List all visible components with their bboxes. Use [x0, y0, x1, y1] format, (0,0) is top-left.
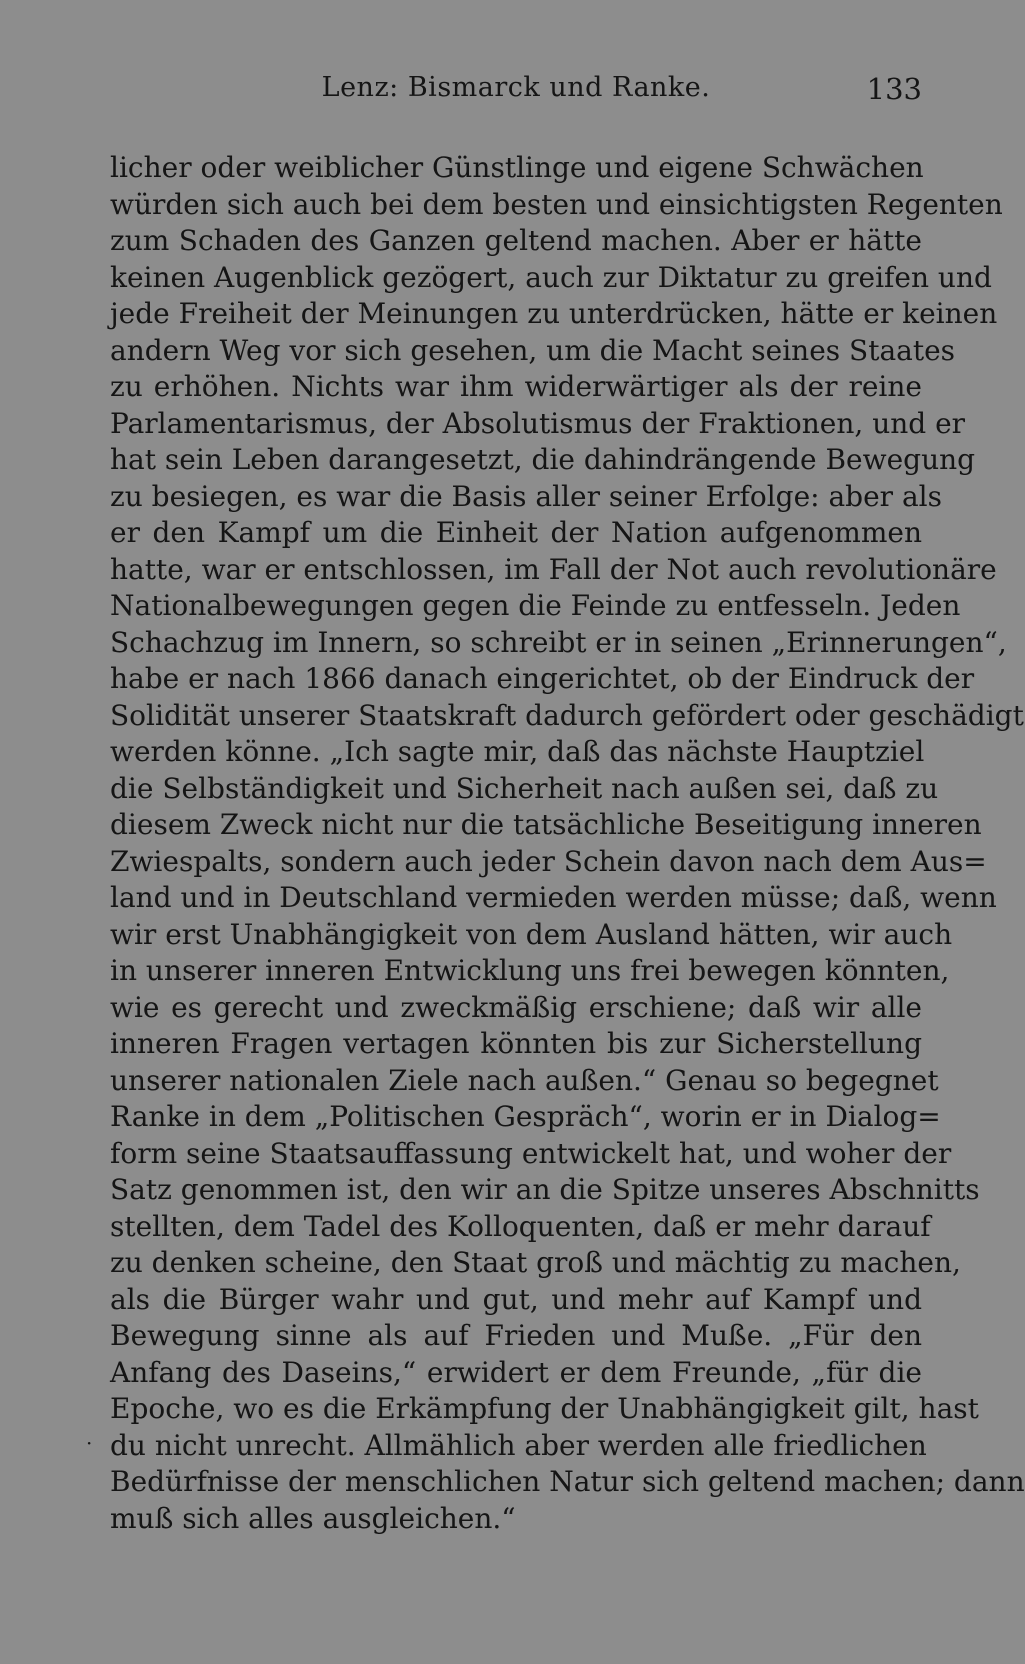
- text-line: Anfang des Daseins,“ erwidert er dem Freunde, „für die: [110, 1355, 922, 1389]
- text-line: zum Schaden des Ganzen geltend machen. Aber er hätte: [110, 224, 922, 257]
- text-line: Ranke in dem „Politischen Gespräch“, worin er in Dialog=: [110, 1100, 941, 1133]
- text-line: würden sich auch bei dem besten und einsichtigsten Regenten: [110, 187, 1003, 221]
- text-line: du nicht unrecht. Allmählich aber werden alle friedlichen: [110, 1428, 927, 1462]
- text-line: wir erst Unabhängigkeit von dem Ausland hätten, wir auch: [110, 917, 953, 951]
- margin-mark: ·: [86, 1431, 93, 1455]
- text-line: in unserer inneren Entwicklung uns frei bewegen könnten,: [110, 954, 950, 987]
- text-line: Parlamentarismus, der Absolutismus der Fraktionen, und er: [110, 406, 966, 440]
- text-line: Schachzug im Innern, so schreibt er in seinen „Erinnerungen“,: [110, 625, 1007, 659]
- text-line: licher oder weiblicher Günstlinge und eigene Schwächen: [110, 151, 924, 184]
- text-line: Bewegung sinne als auf Frieden und Muße. „Für den: [110, 1319, 922, 1352]
- text-line: werden könne. „Ich sagte mir, daß das nächste Hauptziel: [110, 735, 925, 768]
- text-line: zu erhöhen. Nichts war ihm widerwärtiger als der reine: [110, 370, 922, 403]
- running-head: [110, 72, 922, 112]
- text-line: habe er nach 1866 danach eingerichtet, ob der Eindruck der: [110, 662, 975, 695]
- running-title: Lenz: Bismarck und Ranke.: [321, 72, 711, 103]
- text-line: hat sein Leben darangesetzt, die dahindrängende Bewegung: [110, 443, 976, 476]
- text-line: andern Weg vor sich gesehen, um die Macht seines Staates: [110, 333, 956, 367]
- body-text: [110, 150, 1025, 1537]
- text-line: inneren Fragen vertagen könnten bis zur Sicherstellung: [110, 1027, 922, 1060]
- text-line: form seine Staatsauffassung entwickelt hat, und woher der: [110, 1136, 952, 1170]
- text-line: unserer nationalen Ziele nach außen.“ Genau so begegnet: [110, 1063, 939, 1097]
- text-line: land und in Deutschland vermieden werden müsse; daß, wenn: [110, 881, 997, 914]
- text-line: wie es gerecht und zweckmäßig erschiene; daß wir alle: [110, 990, 922, 1024]
- text-line: Solidität unserer Staatskraft dadurch gefördert oder geschädigt: [110, 698, 1024, 732]
- text-line: stellten, dem Tadel des Kolloquenten, daß er mehr darauf: [110, 1209, 931, 1243]
- text-line: keinen Augenblick gezögert, auch zur Diktatur zu greifen und: [110, 260, 992, 294]
- page-number: 133: [866, 72, 922, 106]
- text-line: muß sich alles ausgleichen.“: [110, 1501, 516, 1535]
- text-line: er den Kampf um die Einheit der Nation aufgenommen: [110, 516, 922, 549]
- text-line: hatte, war er entschlossen, im Fall der Not auch revolutionäre: [110, 552, 997, 586]
- text-line: Zwiespalts, sondern auch jeder Schein davon nach dem Aus=: [110, 844, 987, 878]
- text-line: als die Bürger wahr und gut, und mehr auf Kampf und: [110, 1282, 922, 1316]
- text-line: zu besiegen, es war die Basis aller seiner Erfolge: aber als: [110, 479, 942, 513]
- text-line: Epoche, wo es die Erkämpfung der Unabhängigkeit gilt, hast: [110, 1392, 979, 1425]
- text-line: Bedürfnisse der menschlichen Natur sich geltend machen; dann: [110, 1465, 1025, 1498]
- text-line: diesem Zweck nicht nur die tatsächliche Beseitigung inneren: [110, 808, 982, 841]
- text-line: jede Freiheit der Meinungen zu unterdrücken, hätte er keinen: [110, 297, 998, 330]
- text-line: Satz genommen ist, den wir an die Spitze unseres Abschnitts: [110, 1173, 980, 1206]
- text-line: zu denken scheine, den Staat groß und mächtig zu machen,: [110, 1246, 961, 1279]
- text-line: Nationalbewegungen gegen die Feinde zu entfesseln. Jeden: [110, 589, 961, 622]
- text-line: die Selbständigkeit und Sicherheit nach außen sei, daß zu: [110, 771, 939, 805]
